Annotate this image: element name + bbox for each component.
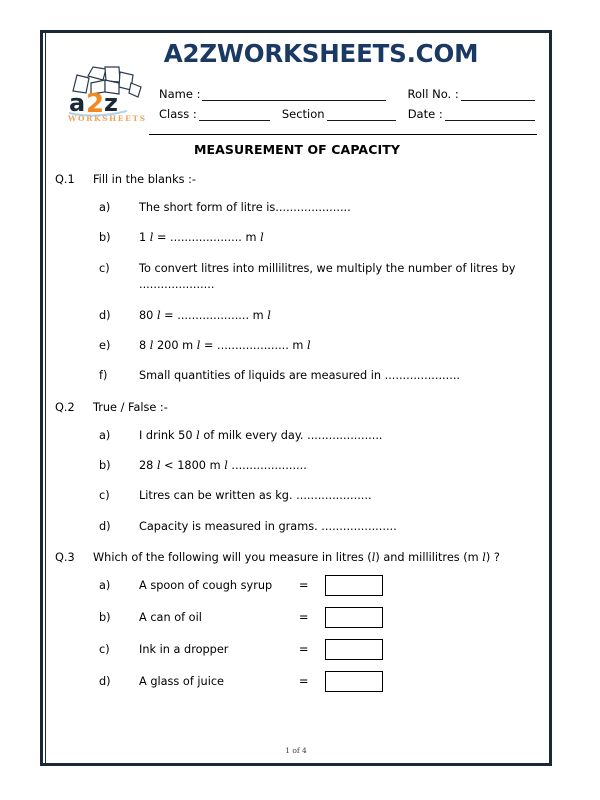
- question-block: [55, 401, 539, 536]
- answer-input-box[interactable]: [325, 607, 383, 628]
- section-label: Section: [281, 107, 325, 121]
- answer-input-box[interactable]: [325, 639, 383, 660]
- date-label: Date :: [407, 107, 443, 121]
- item-letter: b): [99, 611, 111, 625]
- item-letter: c): [99, 643, 110, 657]
- header-divider: [149, 134, 537, 135]
- item-text: A glass of juice: [139, 675, 224, 689]
- name-roll-row: [159, 87, 535, 101]
- item-letter: e): [99, 338, 111, 352]
- item-text: To convert litres into millilitres, we multiply the number of litres by .....................: [139, 261, 516, 292]
- question-answer-rows: [55, 575, 539, 692]
- roll-no-input[interactable]: [461, 89, 535, 101]
- question-item: [55, 308, 539, 324]
- svg-text:2: 2: [86, 89, 105, 119]
- item-letter: a): [99, 428, 111, 442]
- equals-sign: =: [299, 579, 309, 593]
- equals-sign: =: [299, 643, 309, 657]
- answer-input-box[interactable]: [325, 575, 383, 596]
- item-letter: f): [99, 369, 108, 383]
- item-text: A can of oil: [139, 611, 202, 625]
- question-item: [55, 230, 539, 246]
- item-text: 80 l = .................... m l: [139, 308, 271, 322]
- svg-text:a: a: [69, 89, 86, 117]
- student-info-fields: [159, 87, 535, 127]
- item-letter: b): [99, 459, 111, 472]
- class-input[interactable]: [199, 109, 270, 121]
- class-label: Class :: [159, 107, 197, 121]
- svg-text:WORKSHEETS: WORKSHEETS: [68, 114, 147, 123]
- question-number: Q.3: [55, 551, 75, 565]
- answer-row: [55, 671, 539, 692]
- worksheet-page-frame: [40, 30, 552, 766]
- item-text: The short form of litre is.....................: [139, 201, 351, 214]
- questions-container: [55, 173, 539, 692]
- question-item: [55, 200, 539, 216]
- answer-row: [55, 575, 539, 596]
- item-text: A spoon of cough syrup: [139, 579, 273, 593]
- question-number: Q.2: [55, 400, 75, 414]
- name-input[interactable]: [202, 89, 385, 101]
- question-item: [55, 338, 539, 354]
- question-block: [55, 551, 539, 692]
- roll-no-label: Roll No. :: [407, 87, 459, 101]
- item-text: Ink in a dropper: [139, 643, 229, 657]
- class-section-date-row: [159, 107, 535, 121]
- page-footer: 1 of 4: [285, 746, 307, 755]
- item-letter: a): [99, 579, 111, 593]
- item-letter: d): [99, 519, 111, 533]
- svg-text:z: z: [104, 89, 118, 117]
- question-heading: [55, 173, 539, 186]
- question-prompt: Which of the following will you measure in litres (l) and millilitres (m l) ?: [93, 551, 500, 565]
- question-heading: [55, 401, 539, 414]
- item-letter: c): [99, 489, 110, 503]
- item-text: Capacity is measured in grams. .....................: [139, 519, 397, 533]
- question-item: [55, 368, 539, 384]
- a2zworksheets-logo: [65, 61, 147, 123]
- answer-input-box[interactable]: [325, 671, 383, 692]
- worksheet-page-content: [43, 33, 549, 763]
- question-item: [55, 458, 539, 474]
- item-letter: b): [99, 231, 111, 245]
- worksheet-title: MEASUREMENT OF CAPACITY: [193, 142, 401, 157]
- item-text: 1 l = .................... m l: [139, 231, 264, 245]
- question-number: Q.1: [55, 173, 75, 186]
- brand-title: A2ZWORKSHEETS.COM: [163, 39, 479, 68]
- question-item: [55, 519, 539, 535]
- question-prompt: Fill in the blanks :-: [93, 173, 196, 186]
- equals-sign: =: [299, 675, 309, 689]
- question-item: [55, 428, 539, 444]
- question-item: [55, 261, 539, 294]
- item-text: Litres can be written as kg. .....................: [139, 489, 372, 503]
- question-item: [55, 488, 539, 504]
- name-label: Name :: [159, 87, 201, 101]
- question-heading: [55, 551, 539, 564]
- date-input[interactable]: [445, 109, 535, 121]
- item-text: I drink 50 l of milk every day. .....................: [139, 428, 383, 442]
- item-text: 28 l < 1800 m l .....................: [139, 459, 307, 472]
- equals-sign: =: [299, 611, 309, 625]
- item-letter: d): [99, 308, 111, 322]
- item-text: 8 l 200 m l = .................... m l: [139, 338, 311, 352]
- item-letter: c): [99, 261, 110, 275]
- section-input[interactable]: [327, 109, 396, 121]
- item-letter: a): [99, 201, 111, 214]
- worksheet-header: [55, 33, 539, 131]
- answer-row: [55, 607, 539, 628]
- item-letter: d): [99, 675, 111, 689]
- question-items: [55, 200, 539, 385]
- question-prompt: True / False :-: [93, 400, 168, 414]
- answer-row: [55, 639, 539, 660]
- item-text: Small quantities of liquids are measured in .....................: [139, 369, 461, 383]
- question-items: [55, 428, 539, 536]
- question-block: [55, 173, 539, 385]
